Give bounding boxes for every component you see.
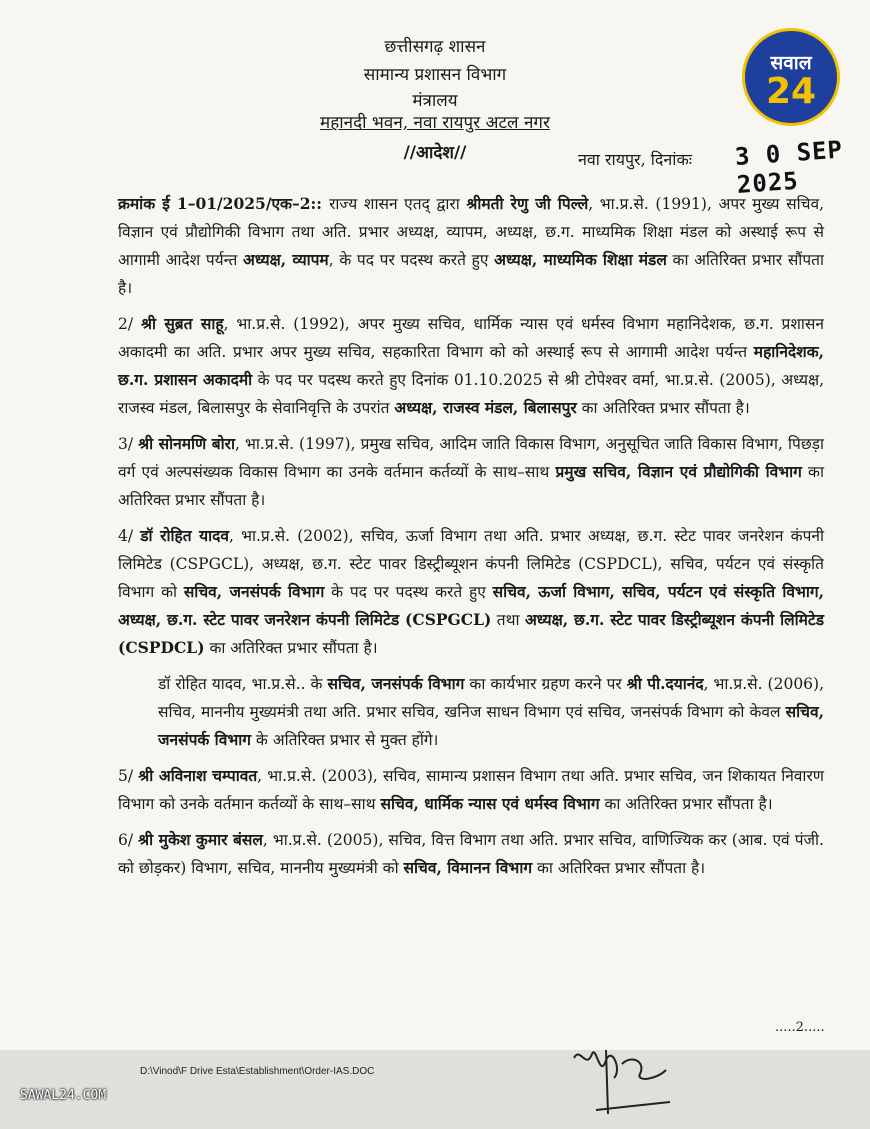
text-segment: का अतिरिक्त प्रभार सौंपता है। xyxy=(118,463,824,509)
text-segment: , भा.प्र.से. (1991), अपर मुख्य सचिव, विज्ञान एवं प्रौद्योगिकी विभाग तथा अति. प्रभार अध्यक्ष, व्यापम, अध्यक्ष, छ.ग. माध्यमिक शिक्षा मंडल को अस्थाई रूप से आगामी आदेश पर्यन्त xyxy=(118,195,824,269)
text-segment: का कार्यभार ग्रहण करने पर xyxy=(464,675,627,693)
signature-image xyxy=(566,1040,676,1120)
bold-text-segment: सचिव, जनसंपर्क विभाग xyxy=(327,674,465,693)
ministry-heading: मंत्रालय xyxy=(412,91,458,111)
order-paragraph xyxy=(118,670,824,754)
order-paragraph xyxy=(118,190,824,302)
department-heading: सामान्य प्रशासन विभाग xyxy=(363,65,507,85)
text-segment: का अतिरिक्त प्रभार सौंपता है। xyxy=(118,251,824,297)
bold-text-segment: सचिव, धार्मिक न्यास एवं धर्मस्व विभाग xyxy=(380,794,600,813)
text-segment: का अतिरिक्त प्रभार सौंपता है। xyxy=(599,795,773,813)
site-watermark: SAWAL24.COM xyxy=(20,1088,107,1103)
text-segment: का अतिरिक्त प्रभार सौंपता है। xyxy=(576,399,750,417)
bold-text-segment: अध्यक्ष, छ.ग. स्टेट पावर डिस्ट्रीब्यूशन कंपनी लिमिटेड (CSPDCL) xyxy=(118,610,824,657)
text-segment: राज्य शासन एतद् द्वारा xyxy=(329,195,467,213)
text-segment: डॉ रोहित यादव, भा.प्र.से.. के xyxy=(158,675,328,693)
text-segment: , भा.प्र.से. (2006), सचिव, माननीय मुख्यमंत्री तथा अति. प्रभार सचिव, खनिज साधन विभाग एवं सचिव, जनसंपर्क विभाग को केवल xyxy=(158,675,825,721)
sawal24-logo xyxy=(742,28,840,126)
page-marker: .....2..... xyxy=(775,1020,825,1035)
text-segment: का अतिरिक्त प्रभार सौंपता है। xyxy=(204,639,378,657)
text-segment: , भा.प्र.से. (2005), सचिव, वित्त विभाग तथा अति. प्रभार सचिव, वाणिज्यिक कर (आब. एवं पंजी. को छोड़कर) विभाग, सचिव, माननीय मुख्यमंत्री को xyxy=(118,831,824,877)
text-segment: के पद पर पदस्थ करते हुए दिनांक 01.10.2025 से श्री टोपेश्वर वर्मा, भा.प्र.से. (2005), अध्यक्ष, राजस्व मंडल, बिलासपुर के सेवानिवृत्ति के उपरांत xyxy=(118,371,824,417)
bold-text-segment: अध्यक्ष, व्यापम xyxy=(242,250,329,269)
bold-text-segment: महानिदेशक, छ.ग. प्रशासन अकादमी xyxy=(118,342,824,389)
text-segment: , के पद पर पदस्थ करते हुए xyxy=(328,251,495,269)
order-paragraph xyxy=(118,310,824,422)
bold-text-segment: अध्यक्ष, राजस्व मंडल, बिलासपुर xyxy=(394,398,577,417)
logo-text-top: सवाल xyxy=(770,52,812,74)
bold-text-segment: श्रीमती रेणु जी पिल्ले xyxy=(466,194,589,213)
bold-text-segment: श्री पी.दयानंद xyxy=(626,674,704,693)
order-paragraph xyxy=(118,826,824,882)
text-segment: 6/ xyxy=(118,831,139,849)
bold-text-segment: डॉ रोहित यादव xyxy=(140,526,230,545)
text-segment: 5/ xyxy=(118,767,139,785)
text-segment: 2/ xyxy=(118,315,141,333)
file-path: D:\Vinod\F Drive Esta\Establishment\Order-IAS.DOC xyxy=(140,1066,375,1077)
text-segment: , भा.प्र.से. (1992), अपर मुख्य सचिव, धार्मिक न्यास एवं धर्मस्व विभाग महानिदेशक, छ.ग. प्रशासन अकादमी का अति. प्रभार अपर मुख्य सचिव, सहकारिता विभाग को को अस्थाई रूप से आगामी आदेश पर्यन्त xyxy=(118,315,825,361)
text-segment: तथा xyxy=(491,611,525,629)
order-paragraph xyxy=(118,430,824,514)
text-segment: 3/ xyxy=(118,435,139,453)
text-segment: , भा.प्र.से. (1997), प्रमुख सचिव, आदिम जाति विकास विभाग, अनुसूचित जाति विकास विभाग, पिछड़ा वर्ग एवं अल्पसंख्यक विकास विभाग का उनके वर्तमान कर्तव्यों के साथ–साथ xyxy=(118,435,824,481)
bold-text-segment: प्रमुख सचिव, विज्ञान एवं प्रौद्योगिकी विभाग xyxy=(555,462,802,481)
text-segment: के अतिरिक्त प्रभार से मुक्त होंगे। xyxy=(250,731,439,749)
bold-text-segment: श्री मुकेश कुमार बंसल xyxy=(138,830,263,849)
bold-text-segment: अध्यक्ष, माध्यमिक शिक्षा मंडल xyxy=(494,250,667,269)
footer-bar xyxy=(0,1050,870,1129)
govt-heading: छत्तीसगढ़ शासन xyxy=(384,37,486,57)
bold-text-segment: क्रमांक ई 1–01/2025/एक–2:: xyxy=(118,194,330,213)
text-segment: के पद पर पदस्थ करते हुए xyxy=(324,583,493,601)
bold-text-segment: सचिव, जनसंपर्क विभाग xyxy=(183,582,325,601)
bold-text-segment: सचिव, ऊर्जा विभाग, सचिव, पर्यटन एवं संस्कृति विभाग, अध्यक्ष, छ.ग. स्टेट पावर जनरेशन कंपनी लिमिटेड (CSPGCL) xyxy=(118,582,824,629)
bold-text-segment: श्री अविनाश चम्पावत xyxy=(138,766,258,785)
date-label: नवा रायपुर, दिनांकः xyxy=(578,150,692,169)
text-segment: , भा.प्र.से. (2003), सचिव, सामान्य प्रशासन विभाग तथा अति. प्रभार सचिव, जन शिकायत निवारण विभाग को उनके वर्तमान कर्तव्यों के साथ–साथ xyxy=(118,767,824,813)
text-segment: का अतिरिक्त प्रभार सौंपता है। xyxy=(532,859,706,877)
bold-text-segment: सचिव, विमानन विभाग xyxy=(403,858,533,877)
order-paragraph xyxy=(118,762,824,818)
address-heading: महानदी भवन, नवा रायपुर अटल नगर xyxy=(320,113,550,133)
order-paragraph xyxy=(118,522,824,662)
date-stamp: 3 0 SEP 2025 xyxy=(734,135,844,199)
text-segment: , भा.प्र.से. (2002), सचिव, ऊर्जा विभाग तथा अति. प्रभार अध्यक्ष, छ.ग. स्टेट पावर जनरेशन कंपनी लिमिटेड (CSPGCL), अध्यक्ष, छ.ग. स्टेट पावर डिस्ट्रीब्यूशन कंपनी लिमिटेड (CSPDCL), सचिव, पर्यटन एवं संस्कृति विभाग को xyxy=(118,527,824,601)
order-title: //आदेश// xyxy=(403,143,467,163)
order-body xyxy=(118,190,824,890)
text-segment: 4/ xyxy=(118,527,141,545)
bold-text-segment: सचिव, जनसंपर्क विभाग xyxy=(158,702,824,749)
bold-text-segment: श्री सुब्रत साहू xyxy=(140,314,224,333)
bold-text-segment: श्री सोनमणि बोरा xyxy=(138,434,236,453)
logo-text-number: 24 xyxy=(765,71,817,112)
